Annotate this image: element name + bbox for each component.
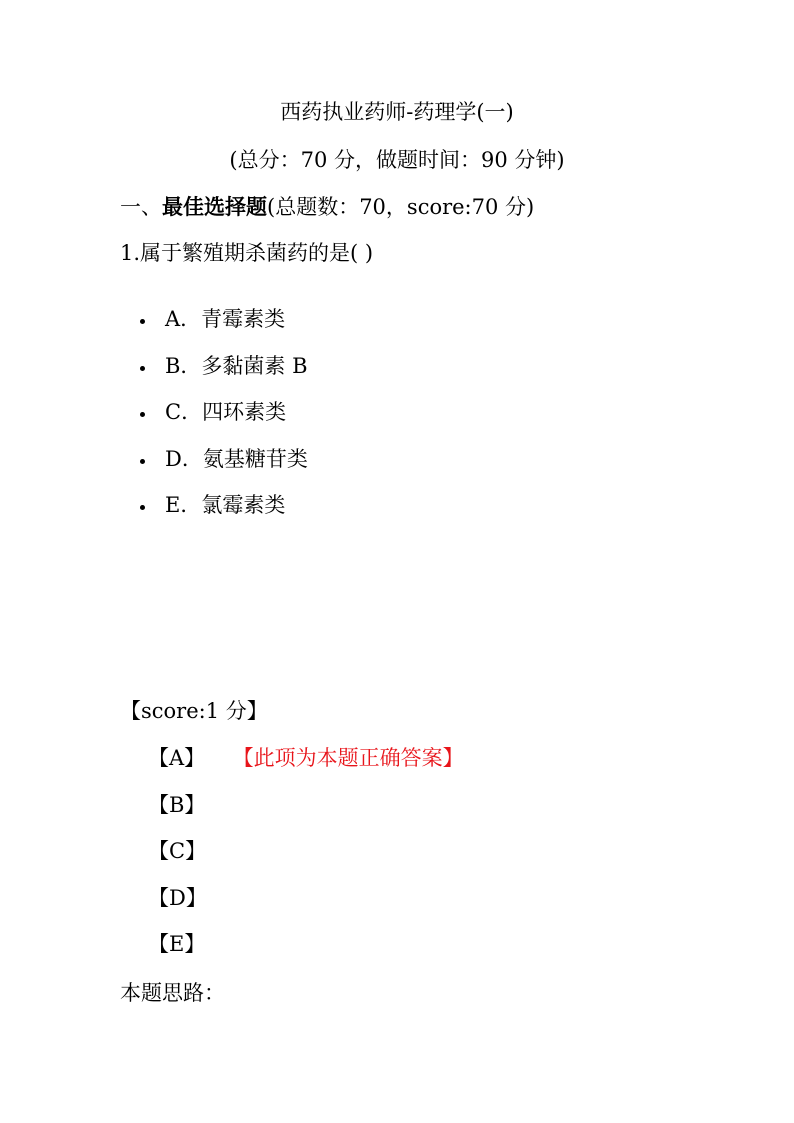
bullet-icon [140,505,145,510]
option-list [140,306,308,539]
answer-label: 【A】 [148,746,206,770]
option-item [140,353,308,400]
section-heading [120,194,534,220]
bullet-icon [140,459,145,464]
answer-row [148,792,464,839]
answer-row [148,838,464,885]
option-label: A．青霉素类 [165,307,286,331]
option-label: C．四环素类 [165,400,287,424]
option-label: E．氯霉素类 [165,493,286,517]
answer-row [148,745,464,792]
answer-row [148,885,464,932]
question-text: 1.属于繁殖期杀菌药的是( ) [120,241,374,265]
section-info: (总题数：70，score:70 分) [267,195,535,219]
bullet-icon [140,366,145,371]
answer-label: 【E】 [148,932,206,956]
answer-label: 【C】 [148,839,207,863]
answer-label: 【B】 [148,792,206,817]
explanation-label: 本题思路： [120,981,225,1005]
document-subtitle: (总分：70 分，做题时间：90 分钟) [229,148,565,172]
correct-answer-note: 【此项为本题正确答案】 [243,746,464,770]
section-name: 最佳选择题 [162,195,267,219]
option-label: B．多黏菌素 B [165,353,308,378]
bullet-icon [140,319,145,324]
option-label: D．氨基糖苷类 [165,446,308,471]
document-title: 西药执业药师-药理学(一) [280,100,514,124]
answer-list [148,745,464,978]
answer-row [148,931,464,978]
option-item [140,446,308,493]
bullet-icon [140,412,145,417]
answer-label: 【D】 [148,885,207,910]
section-prefix: 一、 [120,195,162,219]
option-item [140,306,308,353]
option-item [140,492,308,539]
option-item [140,399,308,446]
score-label: 【score:1 分】 [120,699,268,723]
